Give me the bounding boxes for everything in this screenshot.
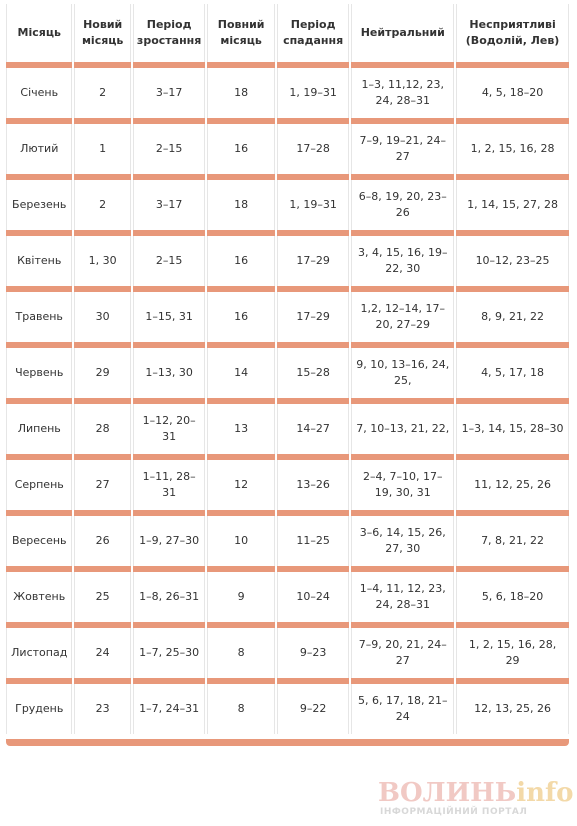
header-waning: Період спадання: [277, 4, 350, 62]
cell-neutral: 5, 6, 17, 18, 21–24: [351, 684, 454, 734]
table-row: [6, 684, 569, 734]
cell-waxing: 3–17: [133, 68, 206, 118]
cell-new-moon: 1: [74, 124, 130, 174]
header-new-moon: Новий місяць: [74, 4, 130, 62]
cell-waning: 13–26: [277, 460, 350, 510]
cell-month: Червень: [6, 348, 72, 398]
cell-unfavorable: 1, 2, 15, 16, 28: [456, 124, 569, 174]
table-row: [6, 348, 569, 398]
cell-waning: 1, 19–31: [277, 68, 350, 118]
cell-unfavorable: 4, 5, 17, 18: [456, 348, 569, 398]
cell-new-moon: 27: [74, 460, 130, 510]
table-row: [6, 404, 569, 454]
cell-unfavorable: 4, 5, 18–20: [456, 68, 569, 118]
table-row: [6, 236, 569, 286]
cell-full-moon: 16: [207, 292, 274, 342]
cell-waxing: 2–15: [133, 236, 206, 286]
cell-unfavorable: 11, 12, 25, 26: [456, 460, 569, 510]
cell-unfavorable: 1, 14, 15, 27, 28: [456, 180, 569, 230]
cell-month: Січень: [6, 68, 72, 118]
table-body: [6, 62, 569, 734]
table-row: [6, 180, 569, 230]
table-row: [6, 628, 569, 678]
cell-new-moon: 30: [74, 292, 130, 342]
cell-full-moon: 18: [207, 180, 274, 230]
cell-waning: 10–24: [277, 572, 350, 622]
cell-new-moon: 1, 30: [74, 236, 130, 286]
cell-neutral: 6–8, 19, 20, 23–26: [351, 180, 454, 230]
cell-new-moon: 23: [74, 684, 130, 734]
cell-waning: 17–29: [277, 292, 350, 342]
volyn-info-logo: [378, 778, 574, 824]
cell-waning: 17–28: [277, 124, 350, 174]
cell-full-moon: 16: [207, 236, 274, 286]
cell-month: Листопад: [6, 628, 72, 678]
cell-unfavorable: 1, 2, 15, 16, 28, 29: [456, 628, 569, 678]
cell-month: Жовтень: [6, 572, 72, 622]
cell-waxing: 2–15: [133, 124, 206, 174]
cell-neutral: 1–3, 11,12, 23, 24, 28–31: [351, 68, 454, 118]
cell-new-moon: 29: [74, 348, 130, 398]
table-row: [6, 68, 569, 118]
cell-month: Квітень: [6, 236, 72, 286]
cell-full-moon: 8: [207, 628, 274, 678]
cell-full-moon: 16: [207, 124, 274, 174]
cell-waxing: 1–13, 30: [133, 348, 206, 398]
cell-neutral: 2–4, 7–10, 17–19, 30, 31: [351, 460, 454, 510]
cell-full-moon: 13: [207, 404, 274, 454]
cell-unfavorable: 1–3, 14, 15, 28–30: [456, 404, 569, 454]
cell-month: Травень: [6, 292, 72, 342]
table-row: [6, 292, 569, 342]
cell-full-moon: 9: [207, 572, 274, 622]
table-row: [6, 460, 569, 510]
cell-waning: 17–29: [277, 236, 350, 286]
cell-new-moon: 28: [74, 404, 130, 454]
cell-waxing: 3–17: [133, 180, 206, 230]
cell-waxing: 1–7, 25–30: [133, 628, 206, 678]
cell-waning: 9–22: [277, 684, 350, 734]
table-bottom-bar: [6, 739, 569, 746]
table-row: [6, 572, 569, 622]
cell-month: Липень: [6, 404, 72, 454]
cell-unfavorable: 12, 13, 25, 26: [456, 684, 569, 734]
cell-neutral: 7–9, 19–21, 24–27: [351, 124, 454, 174]
cell-neutral: 7–9, 20, 21, 24–27: [351, 628, 454, 678]
cell-month: Березень: [6, 180, 72, 230]
cell-full-moon: 10: [207, 516, 274, 566]
cell-neutral: 3–6, 14, 15, 26, 27, 30: [351, 516, 454, 566]
logo-tagline: ІНФОРМАЦІЙНИЙ ПОРТАЛ: [380, 807, 528, 817]
logo-wordmark: [378, 778, 574, 808]
cell-waxing: 1–15, 31: [133, 292, 206, 342]
cell-full-moon: 12: [207, 460, 274, 510]
cell-waxing: 1–11, 28–31: [133, 460, 206, 510]
cell-neutral: 1–4, 11, 12, 23, 24, 28–31: [351, 572, 454, 622]
cell-unfavorable: 8, 9, 21, 22: [456, 292, 569, 342]
cell-neutral: 7, 10–13, 21, 22,: [351, 404, 454, 454]
cell-new-moon: 26: [74, 516, 130, 566]
cell-month: Лютий: [6, 124, 72, 174]
cell-waning: 11–25: [277, 516, 350, 566]
cell-neutral: 9, 10, 13–16, 24, 25,: [351, 348, 454, 398]
header-row: [6, 4, 569, 62]
cell-full-moon: 8: [207, 684, 274, 734]
cell-new-moon: 25: [74, 572, 130, 622]
lunar-calendar-table: [4, 4, 571, 734]
cell-neutral: 1,2, 12–14, 17–20, 27–29: [351, 292, 454, 342]
cell-full-moon: 18: [207, 68, 274, 118]
cell-waxing: 1–8, 26–31: [133, 572, 206, 622]
cell-new-moon: 2: [74, 180, 130, 230]
cell-unfavorable: 5, 6, 18–20: [456, 572, 569, 622]
cell-waxing: 1–12, 20–31: [133, 404, 206, 454]
table-row: [6, 124, 569, 174]
header-waxing: Період зростання: [133, 4, 206, 62]
cell-waning: 1, 19–31: [277, 180, 350, 230]
cell-unfavorable: 7, 8, 21, 22: [456, 516, 569, 566]
logo-suffix: info: [516, 778, 574, 808]
header-month: Місяць: [6, 4, 72, 62]
cell-month: Вересень: [6, 516, 72, 566]
header-neutral: Нейтральний: [351, 4, 454, 62]
cell-waning: 9–23: [277, 628, 350, 678]
cell-waxing: 1–7, 24–31: [133, 684, 206, 734]
cell-neutral: 3, 4, 15, 16, 19–22, 30: [351, 236, 454, 286]
logo-word: ВОЛИНЬ: [378, 778, 517, 808]
cell-full-moon: 14: [207, 348, 274, 398]
cell-month: Грудень: [6, 684, 72, 734]
lunar-calendar-table-wrap: [4, 4, 571, 734]
cell-new-moon: 24: [74, 628, 130, 678]
cell-waxing: 1–9, 27–30: [133, 516, 206, 566]
cell-waning: 14–27: [277, 404, 350, 454]
table-row: [6, 516, 569, 566]
header-full-moon: Повний місяць: [207, 4, 274, 62]
cell-waning: 15–28: [277, 348, 350, 398]
cell-new-moon: 2: [74, 68, 130, 118]
cell-unfavorable: 10–12, 23–25: [456, 236, 569, 286]
cell-month: Серпень: [6, 460, 72, 510]
header-unfavorable: Несприятливі (Водолій, Лев): [456, 4, 569, 62]
